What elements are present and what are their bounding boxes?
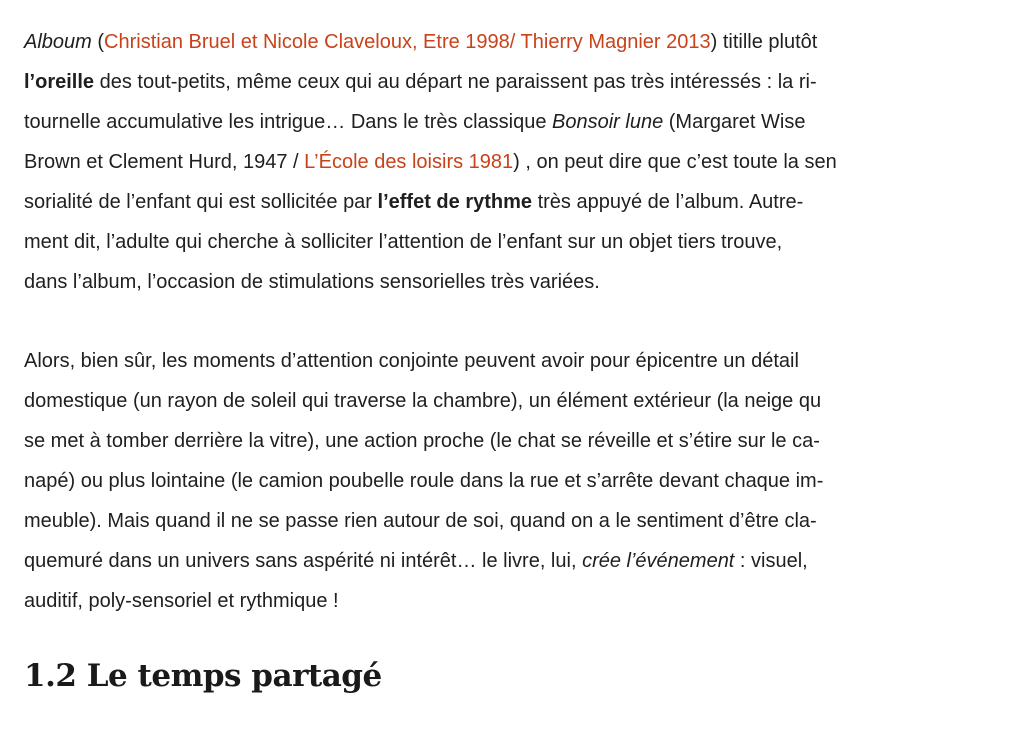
text-segment: ) titille plutôt xyxy=(710,31,818,53)
text-line xyxy=(24,102,1023,142)
text-segment: des tout-petits, même ceux qui au départ ne paraissent pas très intéressés : la ri- xyxy=(94,71,817,93)
text-line: Alors, bien sûr, les moments d’attention conjointe peuvent avoir pour épicentre un détail xyxy=(24,350,799,372)
text-line: meuble). Mais quand il ne se passe rien autour de soi, quand on a le sentiment d’être cla- xyxy=(24,510,817,532)
text-segment: ) , on peut dire que c’est toute la sen xyxy=(513,151,837,173)
text-segment: : visuel, xyxy=(734,550,808,572)
text-line: dans l’album, l’occasion de stimulations sensorielles très variées. xyxy=(24,271,600,293)
paragraph-spacer xyxy=(24,302,1023,341)
text-line xyxy=(24,182,1023,222)
text-segment: tournelle accumulative les intrigue… Dans le très classique xyxy=(24,111,553,133)
text-line: se met à tomber derrière la vitre), une action proche (le chat se réveille et s’étire sur le ca- xyxy=(24,430,820,452)
text-segment: très appuyé de l’album. Autre- xyxy=(532,191,804,213)
article-body xyxy=(24,22,1023,621)
text-segment: ( xyxy=(91,31,105,53)
emphasis-italic: crée l’événement xyxy=(582,550,735,572)
text-line: auditif, poly-sensoriel et rythmique ! xyxy=(24,590,339,612)
text-line xyxy=(24,541,1023,581)
text-segment: sorialité de l’enfant qui est sollicitée par xyxy=(24,191,378,213)
text-line: napé) ou plus lointaine (le camion poubelle roule dans la rue et s’arrête devant chaque im- xyxy=(24,470,824,492)
paragraph-1 xyxy=(24,22,1023,302)
ecole-des-loisirs-link[interactable]: L’École des loisirs 1981 xyxy=(304,151,514,173)
text-line xyxy=(24,22,1023,62)
emphasis-text: l’effet de rythme xyxy=(377,191,533,213)
emphasis-text: l’oreille xyxy=(24,71,95,93)
book-title: Bonsoir lune xyxy=(552,111,664,133)
text-line xyxy=(24,142,1023,182)
alboum-publisher-link[interactable]: Christian Bruel et Nicole Claveloux, Etre 1998/ Thierry Magnier 2013 xyxy=(104,31,711,53)
book-title: Alboum xyxy=(24,31,92,53)
text-line: ment dit, l’adulte qui cherche à solliciter l’attention de l’enfant sur un objet tiers trouve, xyxy=(24,231,783,253)
text-line: domestique (un rayon de soleil qui traverse la chambre), un élément extérieur (la neige qu xyxy=(24,390,822,412)
text-line xyxy=(24,62,1023,102)
paragraph-2 xyxy=(24,341,1023,621)
section-heading: 1.2 Le temps partagé xyxy=(24,658,382,694)
text-segment: quemuré dans un univers sans aspérité ni intérêt… le livre, lui, xyxy=(24,550,583,572)
text-segment: Brown et Clement Hurd, 1947 / xyxy=(24,151,305,173)
text-segment: (Margaret Wise xyxy=(663,111,806,133)
